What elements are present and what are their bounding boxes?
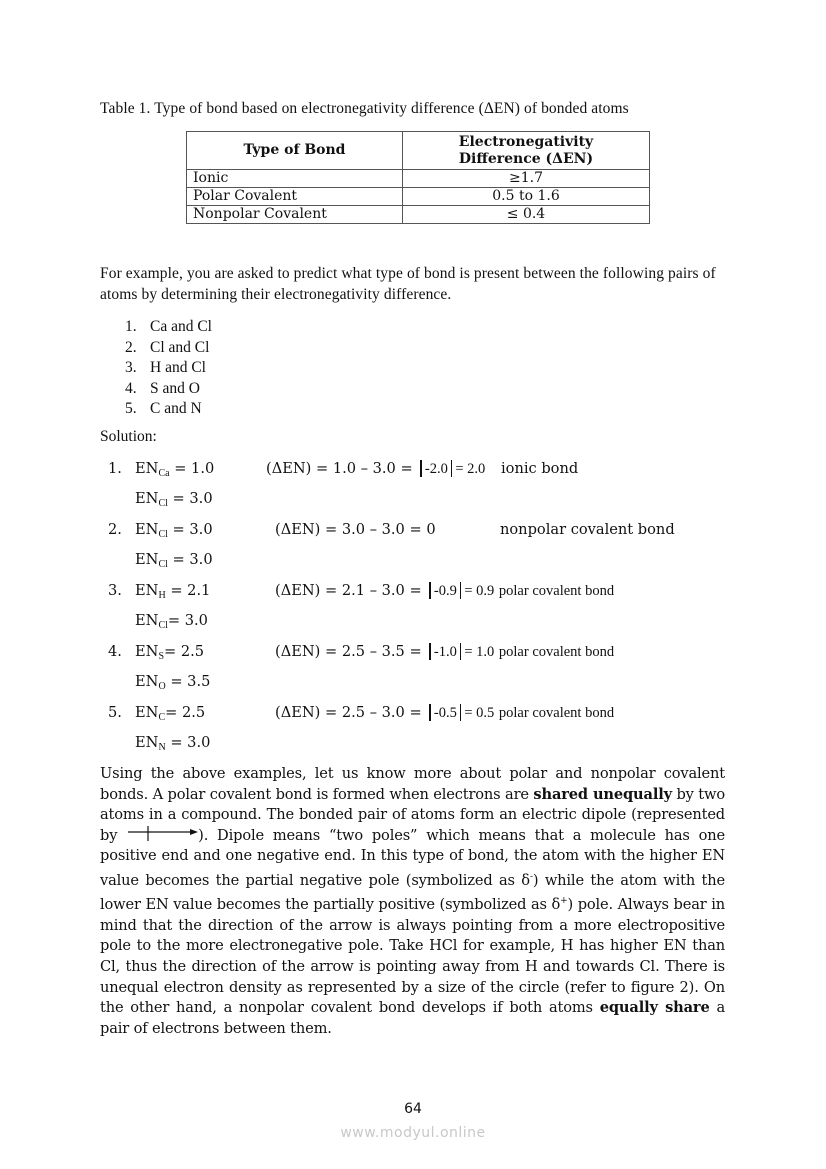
list-item — [125, 338, 212, 359]
bond-type-cell: Ionic — [187, 170, 403, 188]
body-text: ). Dipole means “two poles” which means that a molecule has one positive end and one negative end. In this type of bond, the atom with the higher EN value becomes the partial negative pole (symbolized as δ — [100, 826, 725, 889]
body-paragraph — [100, 764, 725, 1039]
en-value: = 2.5 — [165, 704, 206, 721]
en-value: = 3.5 — [170, 673, 211, 690]
header-line-1: Electronegativity — [458, 133, 594, 150]
en-first: $EN_H = 2.1$ — [135, 582, 211, 601]
calculation — [266, 460, 485, 478]
body-text: ) while the atom with the lower EN value becomes the partially positive (symbolized as δ — [100, 871, 725, 914]
abs-value: -0.5 — [433, 705, 457, 721]
table-caption: Table 1. Type of bond based on electronegativity difference (ΔEN) of bonded atoms — [100, 100, 629, 117]
calc-expression: (ΔEN) = 2.1 – 3.0 = — [275, 582, 422, 599]
list-label: C and N — [150, 400, 202, 418]
abs-value: -0.9 — [433, 583, 457, 599]
en-second: $EN_{Cl} = 3.0$ — [135, 551, 213, 570]
page-number: 64 — [404, 1101, 422, 1117]
bond-type-cell: Nonpolar Covalent — [187, 206, 403, 224]
list-label: Ca and Cl — [150, 318, 212, 335]
solution-heading: Solution: — [100, 428, 157, 445]
calculation — [275, 643, 614, 661]
list-number: 3. — [125, 359, 137, 377]
element-symbol: Cl — [158, 529, 168, 540]
bond-type-result: nonpolar covalent bond — [500, 521, 675, 538]
en-value: = 2.5 — [164, 643, 205, 660]
calc-expression: (ΔEN) = 2.5 – 3.0 = — [275, 704, 422, 721]
table-row — [187, 170, 650, 188]
superscript-negative: - — [529, 871, 533, 882]
element-symbol: Cl — [158, 559, 168, 570]
element-symbol: N — [158, 742, 166, 753]
list-label: S and O — [150, 379, 200, 397]
bond-type-table — [186, 131, 650, 224]
en-second: $EN_{Cl}= 3.0$ — [135, 612, 208, 631]
list-label: Cl and Cl — [150, 338, 210, 356]
solution-number: 5. — [108, 704, 122, 721]
calculation — [275, 704, 614, 722]
header-en-difference — [403, 132, 650, 170]
result-value: = 1.0 — [464, 644, 495, 660]
result-value: = 2.0 — [455, 461, 486, 477]
solution-number: 3. — [108, 582, 122, 599]
en-diff-cell: ≤ 0.4 — [403, 206, 650, 224]
watermark: www.modyul.online — [340, 1125, 486, 1141]
en-value: = 3.0 — [167, 612, 208, 629]
element-symbol: O — [158, 681, 166, 692]
element-symbol: S — [158, 651, 164, 662]
list-number: 2. — [125, 338, 137, 356]
en-second: $EN_O = 3.5$ — [135, 673, 211, 692]
element-symbol: Cl — [158, 620, 168, 631]
list-number: 4. — [125, 379, 137, 397]
en-diff-cell: 0.5 to 1.6 — [403, 188, 650, 206]
bond-type-result: ionic bond — [501, 460, 579, 477]
element-symbol: Ca — [158, 468, 170, 479]
calc-expression: (ΔEN) = 3.0 – 3.0 = 0 — [275, 521, 436, 538]
en-value: = 1.0 — [174, 460, 215, 477]
en-value: = 2.1 — [170, 582, 211, 599]
body-text: ) pole. Always bear in mind that the direction of the arrow is always pointing from a more electropositive pole to the more electronegative pole. Take HCl for example, H has higher EN than Cl, thus the direction of the arrow is pointing away from H and towards Cl. There is unequal electron density as represented by a size of the circle (refer to figure 2). On the other hand, a nonpolar covalent bond develops if both atoms — [100, 896, 725, 1017]
bond-type-cell: Polar Covalent — [187, 188, 403, 206]
en-second: $EN_N = 3.0$ — [135, 734, 211, 753]
list-item — [125, 399, 212, 420]
emphasis-equally-share: equally share — [599, 999, 710, 1017]
element-symbol: C — [158, 712, 166, 723]
header-type-of-bond: Type of Bond — [187, 132, 403, 170]
en-value: = 3.0 — [172, 551, 213, 568]
en-first: $EN_{Cl} = 3.0$ — [135, 521, 213, 540]
atom-pair-list — [125, 317, 212, 420]
intro-paragraph: For example, you are asked to predict what type of bond is present between the following pairs of atoms by determining their electronegativity difference. — [100, 265, 716, 303]
emphasis-shared-unequally: shared unequally — [533, 785, 672, 803]
en-value: = 3.0 — [172, 490, 213, 507]
en-diff-cell: ≥1.7 — [403, 170, 650, 188]
en-second: $EN_{Cl} = 3.0$ — [135, 490, 213, 509]
list-label: H and Cl — [150, 359, 206, 377]
solution-number: 4. — [108, 643, 122, 660]
en-first: $EN_S= 2.5$ — [135, 643, 205, 662]
list-item — [125, 317, 212, 338]
list-item — [125, 379, 212, 400]
list-number: 5. — [125, 400, 137, 418]
table-row — [187, 188, 650, 206]
result-value: = 0.5 — [464, 705, 495, 721]
calculation — [275, 582, 614, 600]
bond-type-result: polar covalent bond — [498, 583, 615, 599]
solution-number: 1. — [108, 460, 122, 477]
result-value: = 0.9 — [464, 583, 495, 599]
element-symbol: Cl — [158, 498, 168, 509]
en-first: $EN_{Ca} = 1.0$ — [135, 460, 215, 479]
en-first: $EN_C= 2.5$ — [135, 704, 206, 723]
body-text: Using the above examples, let us know more about polar and nonpolar covalent bonds. A polar covalent bond is formed when electrons are — [100, 765, 725, 803]
bond-type-result: polar covalent bond — [498, 705, 615, 721]
solution-number: 2. — [108, 521, 122, 538]
header-line-2: Difference (ΔEN) — [458, 150, 594, 167]
dipole-arrow-icon — [126, 826, 198, 842]
list-number: 1. — [125, 318, 137, 335]
bond-type-result: polar covalent bond — [498, 644, 615, 660]
element-symbol: H — [158, 590, 166, 601]
list-item — [125, 358, 212, 379]
calc-expression: (ΔEN) = 2.5 – 3.5 = — [275, 643, 422, 660]
table-row — [187, 206, 650, 224]
calc-expression: (ΔEN) = 1.0 – 3.0 = — [266, 460, 413, 477]
abs-value: -1.0 — [433, 644, 457, 660]
calculation — [275, 521, 436, 538]
superscript-positive: + — [560, 896, 568, 907]
table-header-row — [187, 132, 650, 170]
en-value: = 3.0 — [172, 521, 213, 538]
abs-value: -2.0 — [424, 461, 448, 477]
en-value: = 3.0 — [170, 734, 211, 751]
body-text: a pair of electrons between them. — [100, 999, 726, 1037]
body-text: by two atoms in a compound. The bonded pair of atoms form an electric dipole (represented by — [100, 785, 725, 844]
